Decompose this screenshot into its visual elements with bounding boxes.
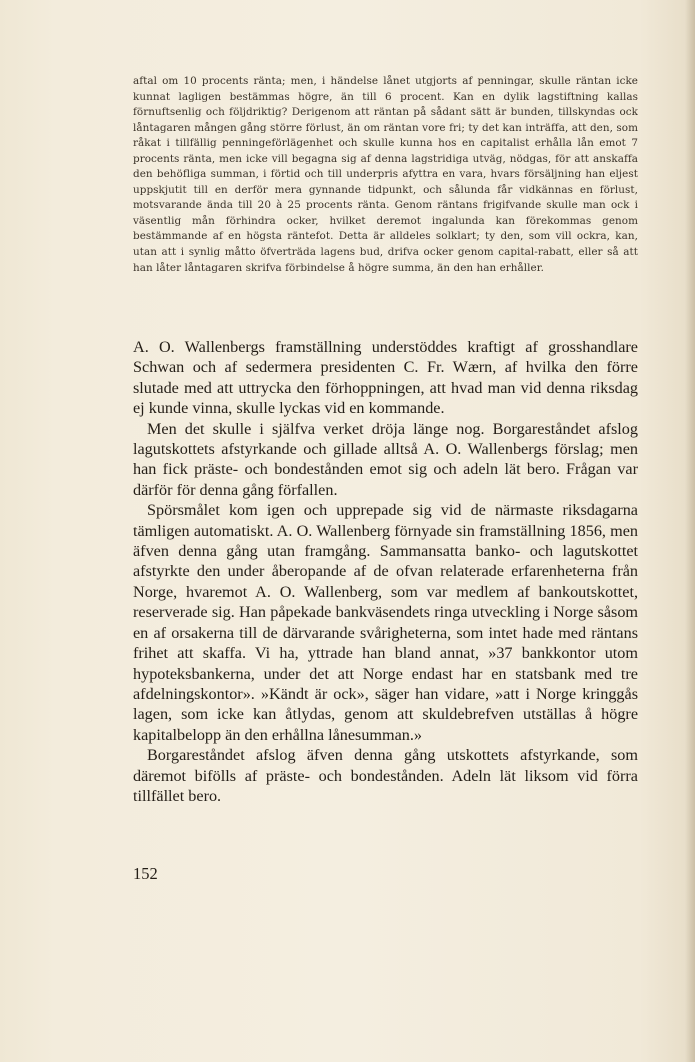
page-edge-shadow — [685, 0, 695, 1062]
main-text — [133, 337, 638, 806]
quoted-passage: aftal om 10 procents ränta; men, i händelse lånet utgjorts af penningar, skulle räntan icke kunnat lagligen bestämmas högre, än till 6 procent. Kan en dylik lagstiftning kallas förnuftsenlig och följdriktig? Derigenom att räntan på sådant sätt är bunden, tillskyndas ock låntagaren mången gång större förlust, än om räntan vore fri; ty det kan inträffa, att den, som råkat i tillfällig penningeförlägenhet och skulle kunna hos en capitalist erhålla lån emot 7 procents ränta, men icke vill begagna sig af denna lagstridiga utväg, nödgas, för att anskaffa den behöfliga summan, i förtid och till underpris afyttra en vara, hvars försäljning han eljest uppskjutit till en derför mera gynnande tidpunkt, och sålunda får vidkännas en förlust, motsvarande ända till 20 à 25 procents ränta. Genom räntans frigifvande skulle man ock i väsentlig mån förhindra ocker, hvilket deremot ingalunda kan förekommas genom bestämmande af en högsta räntefot. Detta är alldeles solklart; ty den, som vill ockra, kan, utan att i synlig måtto öfverträda lagens bud, drifva ocker genom capital-rabatt, eller så att han låter låntagaren skrifva förbindelse å högre summa, än den han erhåller. — [133, 75, 638, 274]
paragraph-1: A. O. Wallenbergs framställning understöddes kraftigt af grosshandlare Schwan och af sedermera presidenten C. Fr. Wærn, af hvilka den förre slutade med att uttrycka den förhoppningen, att hvad man vid denna riksdag ej kunde vinna, skulle lyckas vid en kommande. — [133, 338, 638, 418]
paragraph-3: Spörsmålet kom igen och upprepade sig vid de närmaste riksdagarna tämligen automatiskt. A. O. Wallenberg förnyade sin framställning 1856, men äfven denna gång utan framgång. Sammansatta banko- och lagutskottet afstyrkte den under åberopande af de ofvan relaterade erfarenheterna från Norge, hvaremot A. O. Wallenberg, som var medlem af bankoutskottet, reserverade sig. Han påpekade bankväsendets ringa utveckling i Norge såsom en af orsakerna till de därvarande svårigheterna, som intet hade med räntans frihet att skaffa. Vi ha, yttrade han bland annat, »37 bankkontor utom hypoteksbankerna, under det att Norge endast har en statsbank med tre afdelningskontor». »Kändt är ock», säger han vidare, »att i Norge kringgås lagen, som icke kan åtlydas, genom att skuldebrefven utställas å högre kapitalbelopp än den erhållna lånesumman.» — [133, 501, 638, 744]
paragraph-2: Men det skulle i själfva verket dröja länge nog. Borgareståndet afslog lagutskottets afstyrkande och gillade alltså A. O. Wallenbergs förslag; men han fick präste- och bondestånden emot sig och adeln lät bero. Frågan var därför för denna gång förfallen. — [133, 419, 638, 499]
paragraph-4: Borgareståndet afslog äfven denna gång utskottets afstyrkande, som däremot bifölls af präste- och bondestånden. Adeln lät liksom vid förra tillfället bero. — [133, 746, 638, 805]
page-number: 152 — [133, 864, 158, 883]
